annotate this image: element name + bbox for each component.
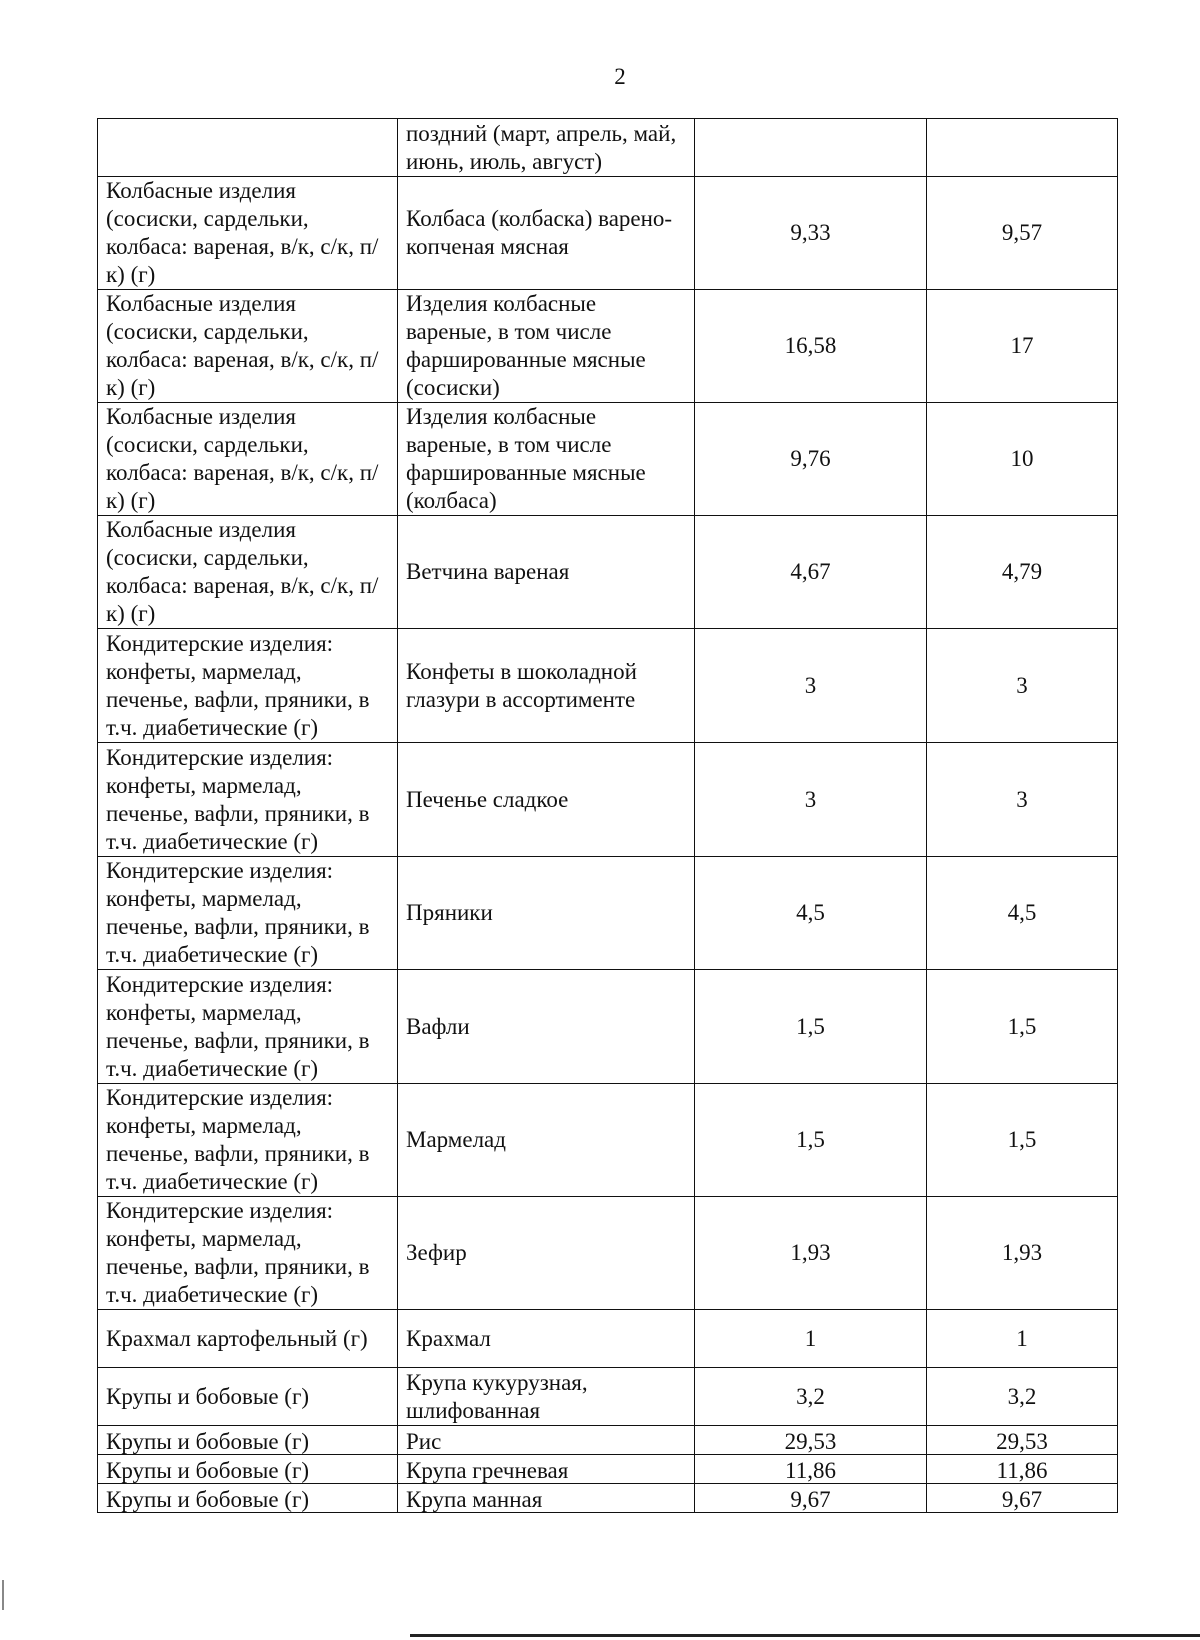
value1-cell: 1 — [695, 1310, 927, 1368]
value1-cell: 9,67 — [695, 1484, 927, 1513]
table-row — [98, 119, 1118, 177]
value1-cell: 1,5 — [695, 970, 927, 1084]
table-row — [98, 177, 1118, 290]
value2-cell: 9,57 — [927, 177, 1118, 290]
table-row — [98, 970, 1118, 1084]
category-cell: Крахмал картофельный (г) — [98, 1310, 398, 1368]
table-row — [98, 629, 1118, 743]
product-cell: Вафли — [398, 970, 695, 1084]
category-cell: Колбасные изделия (сосиски, сардельки, колбаса: вареная, в/к, с/к, п/к) (г) — [98, 290, 398, 403]
value1-cell: 9,76 — [695, 403, 927, 516]
value2-cell: 3 — [927, 629, 1118, 743]
category-cell: Кондитерские изделия: конфеты, мармелад, печенье, вафли, пряники, в т.ч. диабетические (г) — [98, 857, 398, 970]
category-cell: Крупы и бобовые (г) — [98, 1455, 398, 1484]
value2-cell — [927, 119, 1118, 177]
value2-cell: 17 — [927, 290, 1118, 403]
product-cell: Крахмал — [398, 1310, 695, 1368]
ration-table — [97, 118, 1118, 1513]
value1-cell: 11,86 — [695, 1455, 927, 1484]
product-cell: Крупа гречневая — [398, 1455, 695, 1484]
category-cell: Кондитерские изделия: конфеты, мармелад, печенье, вафли, пряники, в т.ч. диабетические (г) — [98, 629, 398, 743]
category-cell: Колбасные изделия (сосиски, сардельки, колбаса: вареная, в/к, с/к, п/к) (г) — [98, 516, 398, 629]
table-row — [98, 290, 1118, 403]
value1-cell: 1,93 — [695, 1197, 927, 1310]
category-cell: Крупы и бобовые (г) — [98, 1426, 398, 1455]
value2-cell: 1,93 — [927, 1197, 1118, 1310]
table-row — [98, 743, 1118, 857]
category-cell: Кондитерские изделия: конфеты, мармелад, печенье, вафли, пряники, в т.ч. диабетические (г) — [98, 1084, 398, 1197]
value1-cell: 3,2 — [695, 1368, 927, 1426]
category-cell: Крупы и бобовые (г) — [98, 1484, 398, 1513]
value2-cell: 1,5 — [927, 1084, 1118, 1197]
page-number: 2 — [614, 64, 626, 89]
value2-cell: 4,79 — [927, 516, 1118, 629]
value1-cell: 16,58 — [695, 290, 927, 403]
table-row — [98, 1084, 1118, 1197]
table-row — [98, 1484, 1118, 1513]
table-row — [98, 1455, 1118, 1484]
product-cell: Крупа кукурузная, шлифованная — [398, 1368, 695, 1426]
value2-cell: 3,2 — [927, 1368, 1118, 1426]
value2-cell: 3 — [927, 743, 1118, 857]
product-cell: Изделия колбасные вареные, в том числе фаршированные мясные (сосиски) — [398, 290, 695, 403]
value2-cell: 4,5 — [927, 857, 1118, 970]
category-cell: Колбасные изделия (сосиски, сардельки, колбаса: вареная, в/к, с/к, п/к) (г) — [98, 177, 398, 290]
value2-cell: 1,5 — [927, 970, 1118, 1084]
category-cell: Крупы и бобовые (г) — [98, 1368, 398, 1426]
table-row — [98, 857, 1118, 970]
value2-cell: 9,67 — [927, 1484, 1118, 1513]
scan-edge-mark — [2, 1580, 4, 1610]
product-cell: Печенье сладкое — [398, 743, 695, 857]
product-cell: поздний (март, апрель, май, июнь, июль, август) — [398, 119, 695, 177]
value1-cell: 9,33 — [695, 177, 927, 290]
table-row — [98, 1197, 1118, 1310]
value2-cell: 1 — [927, 1310, 1118, 1368]
category-cell: Кондитерские изделия: конфеты, мармелад, печенье, вафли, пряники, в т.ч. диабетические (г) — [98, 970, 398, 1084]
value1-cell: 4,67 — [695, 516, 927, 629]
product-cell: Крупа манная — [398, 1484, 695, 1513]
product-cell: Зефир — [398, 1197, 695, 1310]
category-cell — [98, 119, 398, 177]
value1-cell: 3 — [695, 743, 927, 857]
product-cell: Изделия колбасные вареные, в том числе фаршированные мясные (колбаса) — [398, 403, 695, 516]
product-cell: Колбаса (колбаска) варено-копченая мясная — [398, 177, 695, 290]
table-row — [98, 403, 1118, 516]
scan-bottom-edge — [410, 1634, 1200, 1637]
product-cell: Конфеты в шоколадной глазури в ассортименте — [398, 629, 695, 743]
product-cell: Пряники — [398, 857, 695, 970]
product-cell: Ветчина вареная — [398, 516, 695, 629]
category-cell: Колбасные изделия (сосиски, сардельки, колбаса: вареная, в/к, с/к, п/к) (г) — [98, 403, 398, 516]
table-row — [98, 1426, 1118, 1455]
table-row — [98, 516, 1118, 629]
category-cell: Кондитерские изделия: конфеты, мармелад, печенье, вафли, пряники, в т.ч. диабетические (г) — [98, 743, 398, 857]
value2-cell: 29,53 — [927, 1426, 1118, 1455]
value1-cell: 3 — [695, 629, 927, 743]
product-cell: Рис — [398, 1426, 695, 1455]
category-cell: Кондитерские изделия: конфеты, мармелад, печенье, вафли, пряники, в т.ч. диабетические (г) — [98, 1197, 398, 1310]
value1-cell — [695, 119, 927, 177]
value2-cell: 11,86 — [927, 1455, 1118, 1484]
table-row — [98, 1310, 1118, 1368]
value1-cell: 1,5 — [695, 1084, 927, 1197]
table-row — [98, 1368, 1118, 1426]
value1-cell: 29,53 — [695, 1426, 927, 1455]
value2-cell: 10 — [927, 403, 1118, 516]
product-cell: Мармелад — [398, 1084, 695, 1197]
value1-cell: 4,5 — [695, 857, 927, 970]
